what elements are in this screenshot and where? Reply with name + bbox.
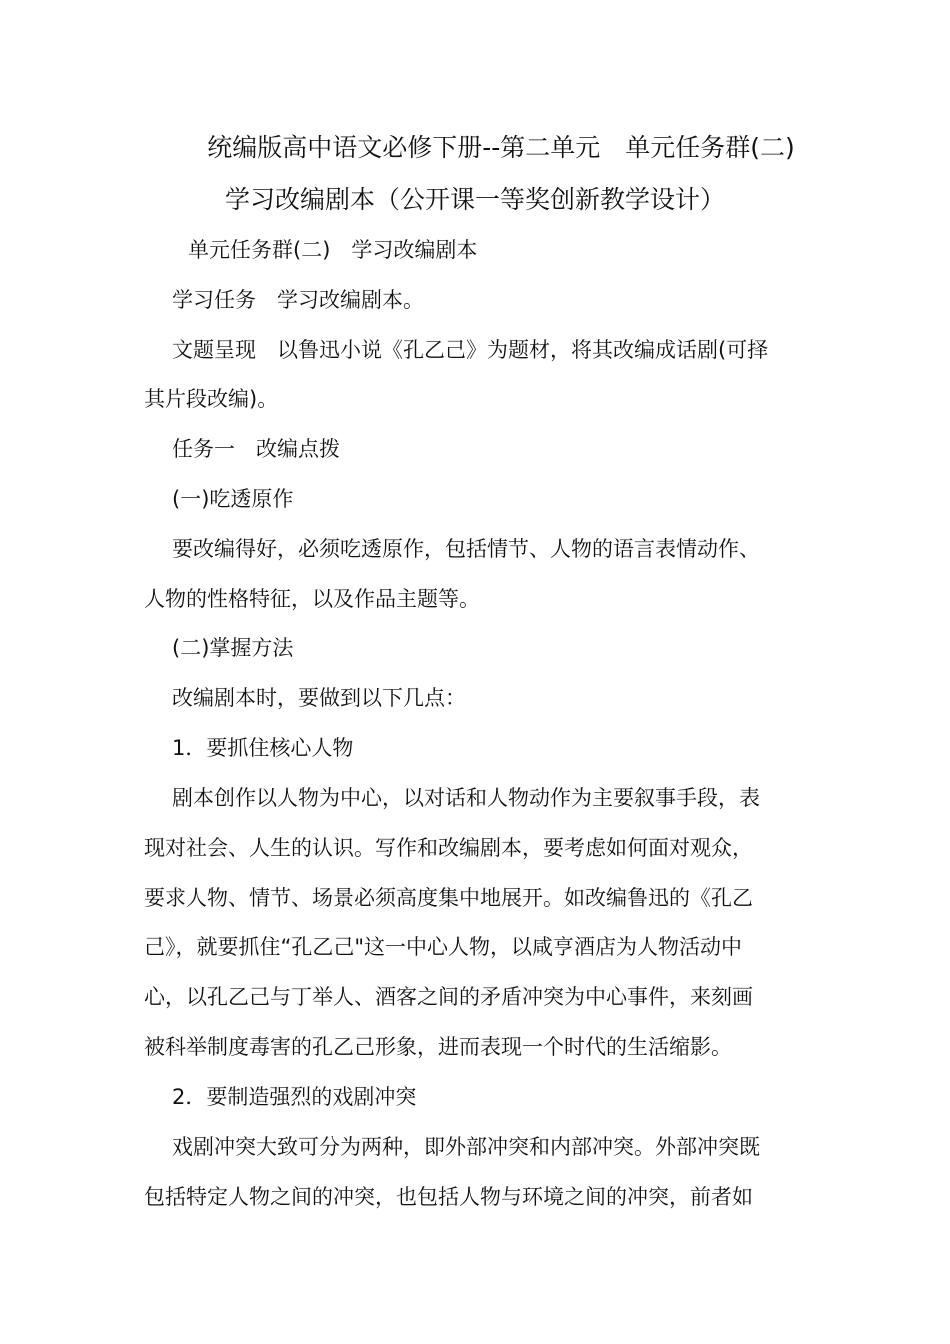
paragraph-line: 学习任务 学习改编剧本。 xyxy=(172,288,424,312)
paragraph-line: 己》，就要抓住“孔乙己"这一中心人物，以咸亨酒店为人物活动中 xyxy=(144,935,743,959)
paragraph-line: 戏剧冲突大致可分为两种，即外部冲突和内部冲突。外部冲突既 xyxy=(172,1135,760,1159)
subheading: 任务一 改编点拨 xyxy=(172,437,340,461)
paragraph-line: 文题呈现 以鲁迅小说《孔乙己》为题材，将其改编成话剧(可择 xyxy=(172,338,769,362)
document-title-line-2: 学习改编剧本（公开课一等奖创新教学设计） xyxy=(224,185,725,214)
paragraph-line: 心，以孔乙己与丁举人、酒客之间的矛盾冲突为中心事件，来刻画 xyxy=(144,985,753,1009)
subheading: 1．要抓住核心人物 xyxy=(172,736,354,760)
subheading: 2．要制造强烈的戏剧冲突 xyxy=(172,1085,417,1109)
paragraph-line: 要改编得好，必须吃透原作，包括情节、人物的语言表情动作、 xyxy=(172,537,760,561)
paragraph-line: 现对社会、人生的认识。写作和改编剧本，要考虑如何面对观众， xyxy=(144,836,753,860)
paragraph-line: 人物的性格特征，以及作品主题等。 xyxy=(144,587,480,611)
paragraph-line: 剧本创作以人物为中心，以对话和人物动作为主要叙事手段，表 xyxy=(172,786,760,810)
subheading: (一)吃透原作 xyxy=(172,487,294,511)
paragraph-line: 包括特定人物之间的冲突，也包括人物与环境之间的冲突，前者如 xyxy=(144,1185,753,1209)
paragraph-line: 要求人物、情节、场景必须高度集中地展开。如改编鲁迅的《孔乙 xyxy=(144,886,753,910)
section-heading: 单元任务群(二) 学习改编剧本 xyxy=(188,238,478,262)
paragraph-line: 其片段改编)。 xyxy=(144,387,279,411)
paragraph-line: 被科举制度毒害的孔乙己形象，进而表现一个时代的生活缩影。 xyxy=(144,1035,732,1059)
document-title-line-1: 统编版高中语文必修下册--第二单元 单元任务群(二) xyxy=(207,133,795,162)
paragraph-line: 改编剧本时，要做到以下几点： xyxy=(172,686,466,710)
subheading: (二)掌握方法 xyxy=(172,636,294,660)
